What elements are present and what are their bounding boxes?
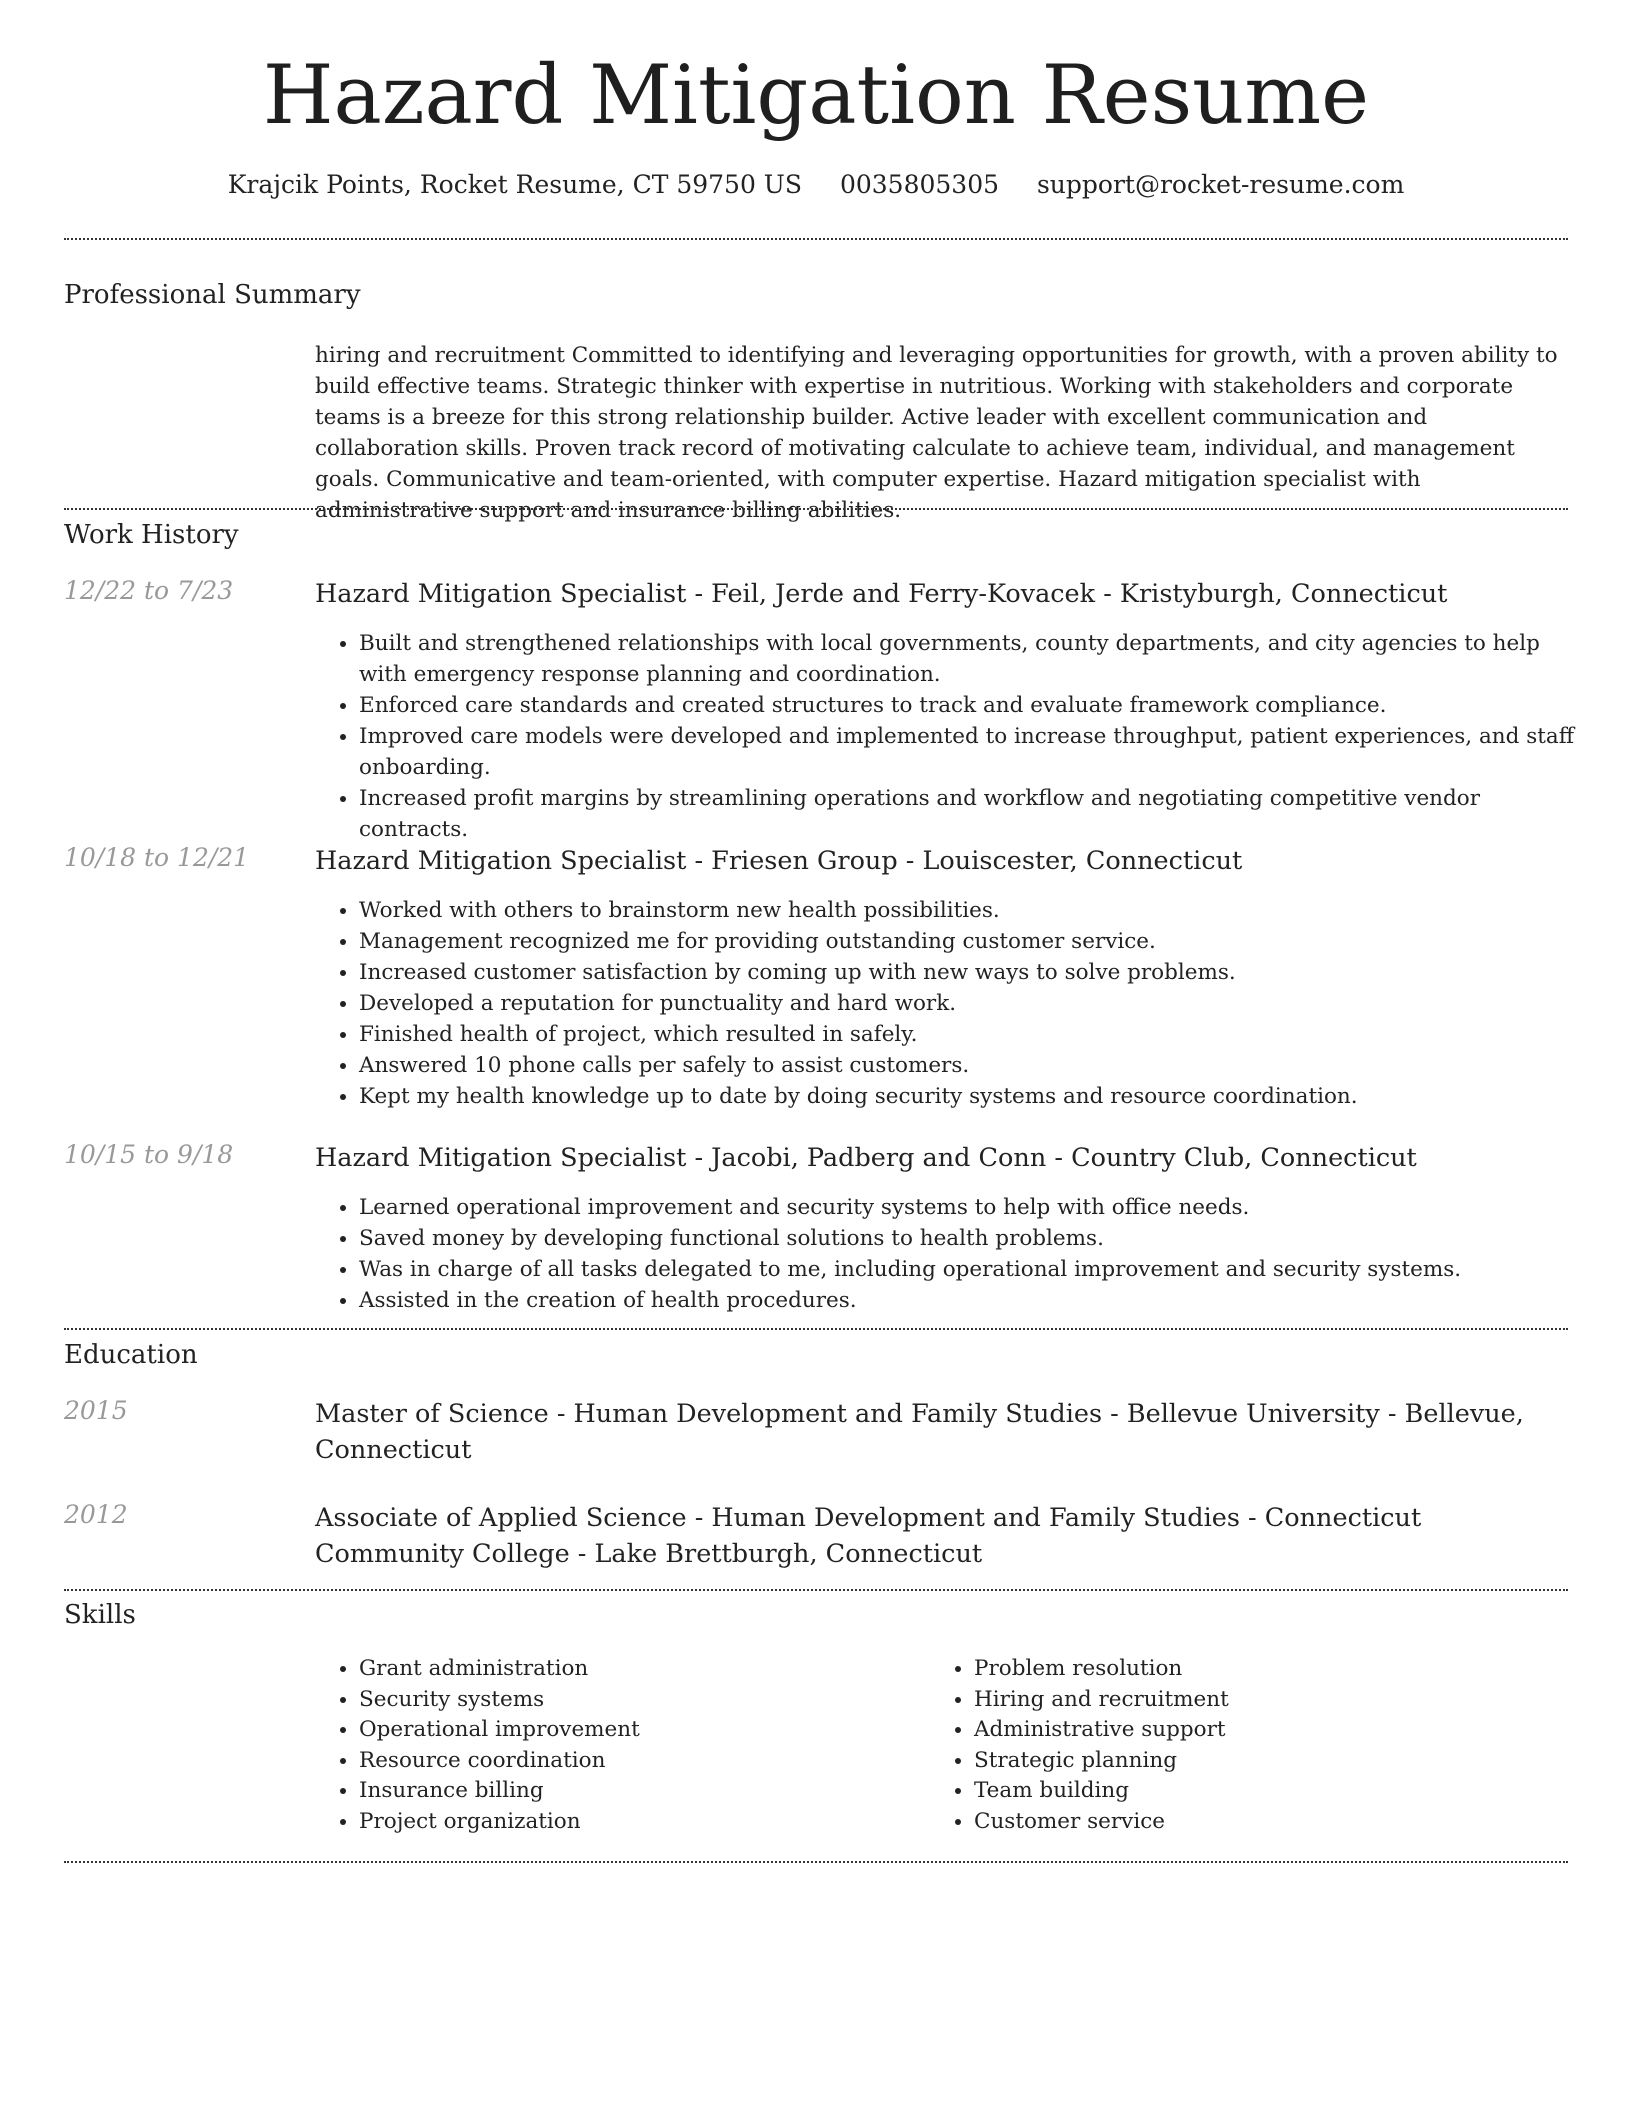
job-dates: 12/22 to 7/23 [64,576,234,605]
job-bullets [315,895,1579,1112]
job-bullet: • Enforced care standards and created structures to track and evaluate framework compliance. [359,690,1579,721]
section-title-skills: Skills [64,1600,136,1630]
education-entry: Master of Science - Human Development and Family Studies - Bellevue University - Bellevue, Connecticut [315,1399,1524,1465]
contact-address: Krajcik Points, Rocket Resume, CT 59750 US [227,170,802,199]
education-entry: Associate of Applied Science - Human Development and Family Studies - Connecticut Community College - Lake Brettburgh, Connecticut [315,1503,1422,1569]
job-bullet: • Saved money by developing functional solutions to health problems. [359,1223,1579,1254]
job-bullets [315,1192,1579,1316]
section-title-summary: Professional Summary [64,280,361,310]
divider [64,1589,1568,1591]
skill-item: • Operational improvement [359,1715,929,1746]
job-heading: Hazard Mitigation Specialist - Feil, Jerde and Ferry-Kovacek - Kristyburgh, Connecticut [315,579,1448,609]
section-title-work-history: Work History [64,520,239,550]
divider [64,508,1568,510]
contact-email: support@rocket-resume.com [1036,170,1405,199]
job-bullet: • Learned operational improvement and security systems to help with office needs. [359,1192,1579,1223]
job-heading: Hazard Mitigation Specialist - Jacobi, Padberg and Conn - Country Club, Connecticut [315,1143,1417,1173]
skill-item: • Project organization [359,1807,929,1838]
skill-item: • Team building [974,1776,1544,1807]
skills-list-left [315,1654,929,1837]
summary-text: hiring and recruitment Committed to identifying and leveraging opportunities for growth, with a proven ability to build effective teams. Strategic thinker with expertise in nutritious. Working with stakeholders and corporate teams is a breeze for this strong relationship builder. Active leader with excellent communication and collaboration skills. Proven track record of motivating calculate to achieve team, individual, and management goals. Communicative and team-oriented, with computer expertise. Hazard mitigation specialist with administrative support and insurance billing abilities. [315,343,1558,523]
divider [64,238,1568,240]
skill-item: • Strategic planning [974,1746,1544,1777]
job-dates: 10/15 to 9/18 [64,1140,234,1169]
skill-item: • Customer service [974,1807,1544,1838]
skills-list-right [930,1654,1544,1837]
job-dates: 10/18 to 12/21 [64,843,250,872]
job-bullet: • Increased customer satisfaction by coming up with new ways to solve problems. [359,957,1579,988]
education-year: 2015 [64,1396,128,1425]
job-bullets [315,628,1579,845]
skill-item: • Insurance billing [359,1776,929,1807]
skill-item: • Security systems [359,1685,929,1716]
section-title-education: Education [64,1340,198,1370]
skill-item: • Grant administration [359,1654,929,1685]
job-bullet: • Kept my health knowledge up to date by doing security systems and resource coordination. [359,1081,1579,1112]
skill-item: • Administrative support [974,1715,1544,1746]
education-year: 2012 [64,1500,128,1529]
skill-item: • Hiring and recruitment [974,1685,1544,1716]
skill-item: • Resource coordination [359,1746,929,1777]
contact-phone: 0035805305 [839,170,1000,199]
job-bullet: • Finished health of project, which resulted in safely. [359,1019,1579,1050]
job-bullet: • Improved care models were developed and implemented to increase throughput, patient experiences, and staff onboarding. [359,721,1579,783]
job-bullet: • Was in charge of all tasks delegated to me, including operational improvement and security systems. [359,1254,1579,1285]
divider [64,1861,1568,1863]
job-bullet: • Built and strengthened relationships with local governments, county departments, and city agencies to help with emergency response planning and coordination. [359,628,1579,690]
resume-title: Hazard Mitigation Resume [262,49,1370,143]
contact-line [0,170,1632,199]
job-bullet: • Increased profit margins by streamlining operations and workflow and negotiating competitive vendor contracts. [359,783,1579,845]
job-bullet: • Answered 10 phone calls per safely to assist customers. [359,1050,1579,1081]
job-bullet: • Worked with others to brainstorm new health possibilities. [359,895,1579,926]
job-heading: Hazard Mitigation Specialist - Friesen Group - Louiscester, Connecticut [315,846,1243,876]
job-bullet: • Assisted in the creation of health procedures. [359,1285,1579,1316]
job-bullet: • Management recognized me for providing outstanding customer service. [359,926,1579,957]
skill-item: • Problem resolution [974,1654,1544,1685]
divider [64,1328,1568,1330]
job-bullet: • Developed a reputation for punctuality and hard work. [359,988,1579,1019]
